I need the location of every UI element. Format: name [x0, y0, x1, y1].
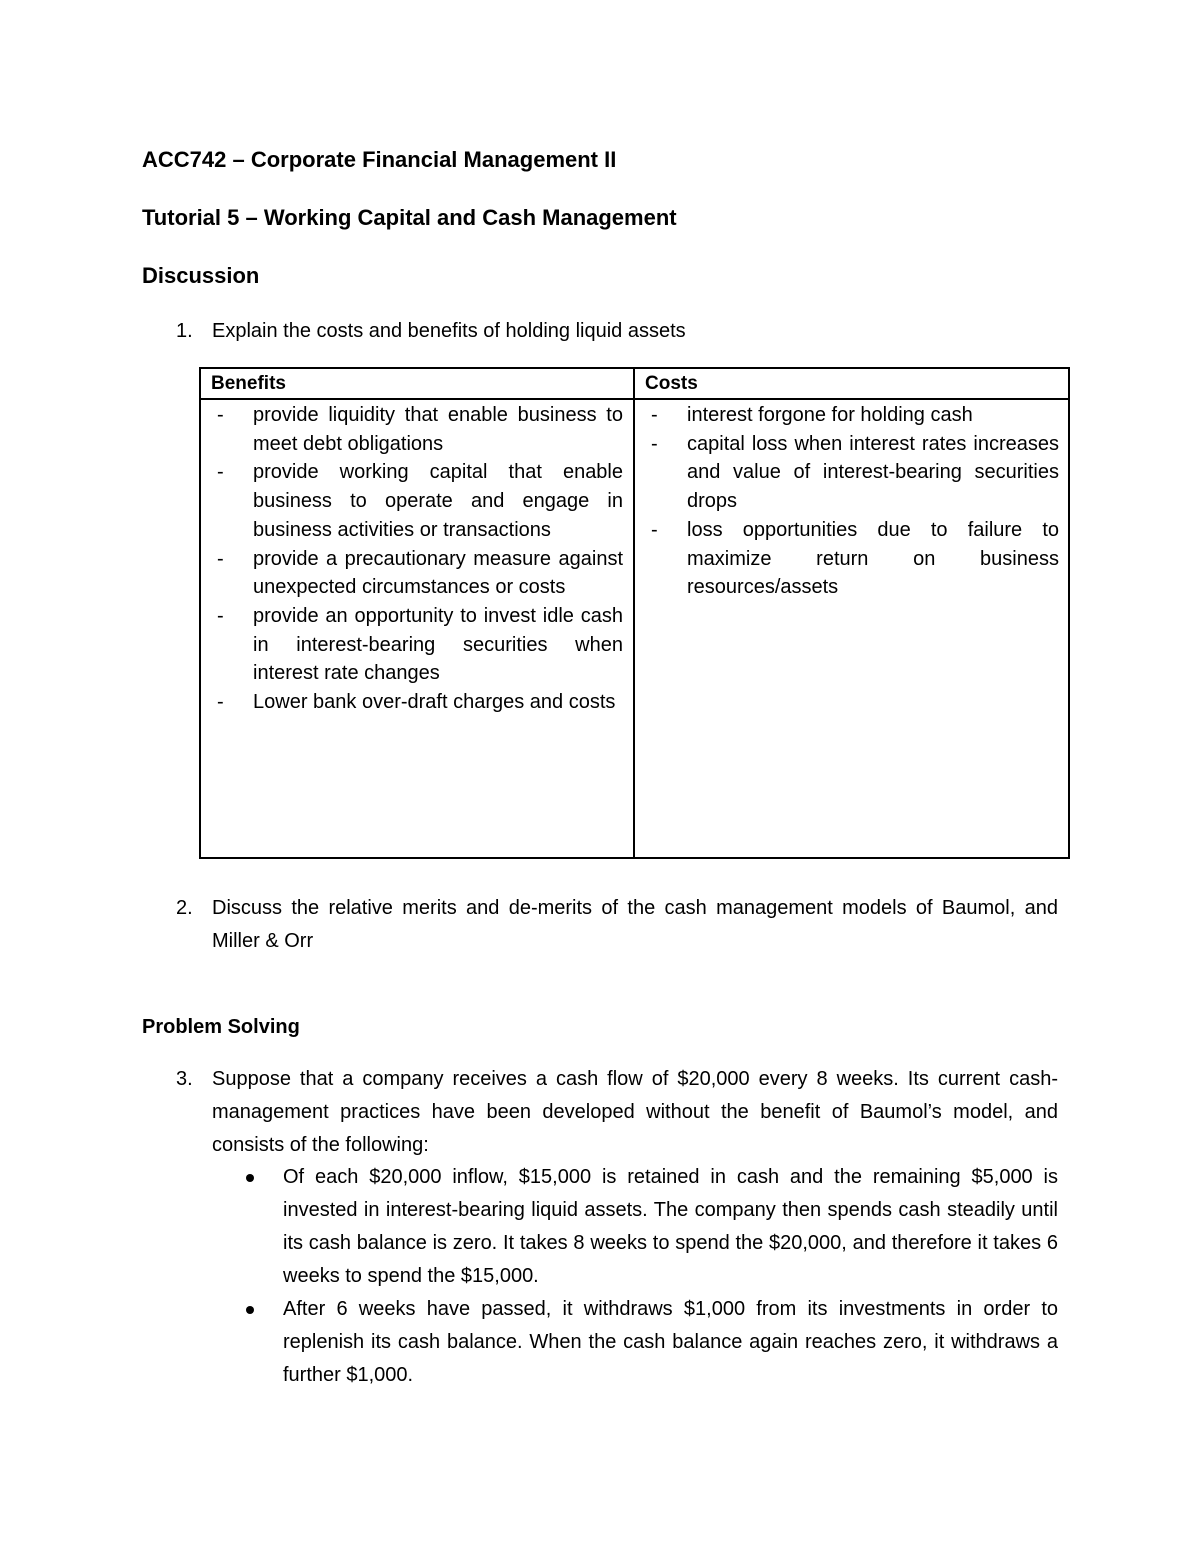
- dash-marker: -: [217, 404, 224, 426]
- dash-marker: -: [217, 604, 224, 627]
- list-item: [213, 458, 623, 544]
- dash-marker: -: [217, 691, 224, 714]
- cost-text: interest forgone for holding cash: [687, 404, 973, 426]
- bullet-text: After 6 weeks have passed, it withdraws $1,000 from its investments in order to replenish its cash balance. When the cash balance again reaches zero, it withdraws a further $1,000.: [283, 1298, 1058, 1386]
- list-item: [213, 545, 623, 602]
- benefits-list: [213, 401, 623, 717]
- list-item: [213, 688, 623, 717]
- benefit-text: Lower bank over-draft charges and costs: [253, 691, 616, 714]
- document-subtitle: Tutorial 5 – Working Capital and Cash Management: [142, 205, 677, 230]
- section-heading-discussion: Discussion: [142, 263, 260, 288]
- question-3: [176, 1063, 1058, 1162]
- question-text: Explain the costs and benefits of holding liquid assets: [212, 320, 686, 342]
- list-item: [213, 401, 623, 458]
- dash-marker: -: [651, 518, 658, 541]
- list-item: [647, 430, 1059, 516]
- bullet-dot-icon: [246, 1174, 254, 1182]
- benefit-text: provide an opportunity to invest idle cash in interest-bearing securities when interest rate changes: [253, 604, 623, 685]
- table-header-benefits: Benefits: [211, 373, 286, 394]
- bullet-text: Of each $20,000 inflow, $15,000 is retained in cash and the remaining $5,000 is invested in interest-bearing liquid assets. The company then spends cash steadily until its cash balance is zero. It takes 8 weeks to spend the $20,000, and therefore it takes 6 weeks to spend the $15,000.: [283, 1166, 1058, 1287]
- dash-marker: -: [651, 432, 658, 455]
- cost-text: capital loss when interest rates increases and value of interest-bearing securities drops: [687, 432, 1059, 513]
- list-item: [244, 1161, 1058, 1293]
- benefit-text: provide working capital that enable business to operate and engage in business activities or transactions: [253, 461, 623, 541]
- document-title: ACC742 – Corporate Financial Management II: [142, 147, 617, 172]
- table-column-divider: [633, 369, 635, 857]
- dash-marker: -: [217, 547, 224, 570]
- question-3-bullets: [244, 1161, 1058, 1392]
- costs-list: [647, 401, 1059, 602]
- costs-benefits-table: [199, 367, 1070, 859]
- question-1: [176, 316, 1058, 346]
- section-heading-problem-solving: Problem Solving: [142, 1016, 300, 1038]
- benefit-text: provide liquidity that enable business to meet debt obligations: [253, 404, 623, 455]
- list-item: [244, 1293, 1058, 1392]
- cost-text: loss opportunities due to failure to maximize return on business resources/assets: [687, 518, 1059, 599]
- list-item: [213, 602, 623, 688]
- question-number: 2.: [176, 897, 193, 919]
- question-text: Discuss the relative merits and de-merits of the cash management models of Baumol, and Miller & Orr: [212, 897, 1058, 952]
- list-item: [647, 401, 1059, 430]
- table-header-costs: Costs: [645, 373, 698, 394]
- question-2: [176, 892, 1058, 958]
- benefit-text: provide a precautionary measure against unexpected circumstances or costs: [253, 547, 623, 599]
- table-header-divider: [201, 398, 1068, 400]
- question-number: 3.: [176, 1068, 193, 1090]
- list-item: [647, 516, 1059, 602]
- dash-marker: -: [651, 404, 658, 426]
- dash-marker: -: [217, 461, 224, 484]
- question-text: Suppose that a company receives a cash flow of $20,000 every 8 weeks. Its current cash-management practices have been developed without the benefit of Baumol’s model, and consists of the following:: [212, 1068, 1058, 1156]
- question-number: 1.: [176, 320, 193, 342]
- bullet-dot-icon: [246, 1306, 254, 1314]
